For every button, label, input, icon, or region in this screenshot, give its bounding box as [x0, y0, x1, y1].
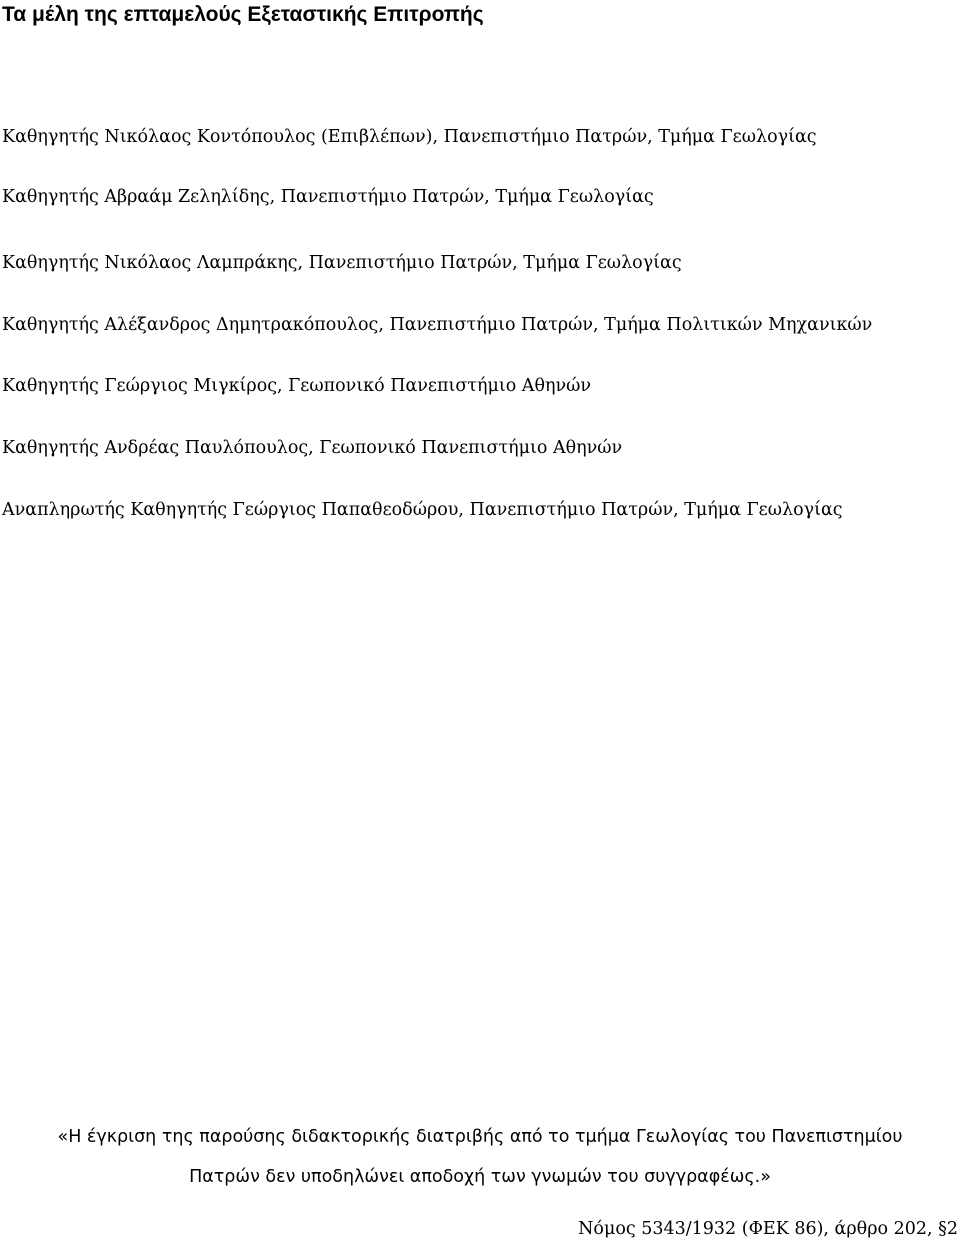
- committee-member: Καθηγητής Αλέξανδρος Δημητρακόπουλος, Πανεπιστήμιο Πατρών, Τμήμα Πολιτικών Μηχανικών: [2, 315, 873, 335]
- disclaimer-line-2: Πατρών δεν υποδηλώνει αποδοχή των γνωμών του συγγραφέως.»: [189, 1167, 771, 1187]
- approval-disclaimer: [0, 1117, 960, 1197]
- disclaimer-line-1: «Η έγκριση της παρούσης διδακτορικής διατριβής από το τμήμα Γεωλογίας του Πανεπιστημίου: [57, 1127, 903, 1147]
- committee-member: Καθηγητής Ανδρέας Παυλόπουλος, Γεωπονικό Πανεπιστήμιο Αθηνών: [2, 438, 623, 458]
- committee-member: Αναπληρωτής Καθηγητής Γεώργιος Παπαθεοδώρου, Πανεπιστήμιο Πατρών, Τμήμα Γεωλογίας: [2, 500, 843, 520]
- page-title: Τα μέλη της επταμελούς Εξεταστικής Επιτροπής: [2, 3, 484, 26]
- committee-member: Καθηγητής Αβραάμ Ζεληλίδης, Πανεπιστήμιο Πατρών, Τμήμα Γεωλογίας: [2, 187, 654, 207]
- committee-member: Καθηγητής Νικόλαος Κοντόπουλος (Επιβλέπων), Πανεπιστήμιο Πατρών, Τμήμα Γεωλογίας: [2, 127, 817, 147]
- law-reference: Νόμος 5343/1932 (ΦΕΚ 86), άρθρο 202, §2: [578, 1219, 958, 1239]
- committee-member: Καθηγητής Γεώργιος Μιγκίρος, Γεωπονικό Πανεπιστήμιο Αθηνών: [2, 376, 592, 396]
- committee-member: Καθηγητής Νικόλαος Λαμπράκης, Πανεπιστήμιο Πατρών, Τμήμα Γεωλογίας: [2, 253, 682, 273]
